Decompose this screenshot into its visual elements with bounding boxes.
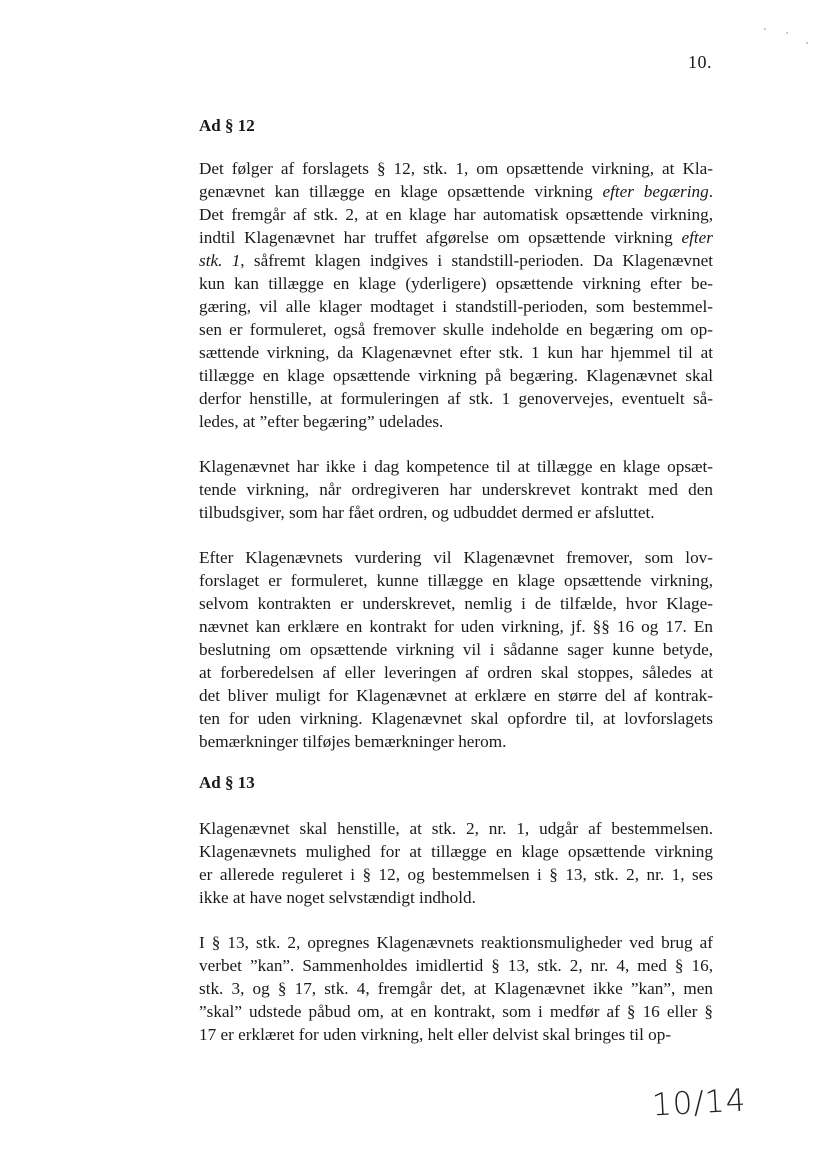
paragraph-ad-12-2: [199, 455, 713, 524]
text-line: ledes, at ”efter begæring” udelades.: [199, 412, 444, 431]
paragraph-ad-13-1: [199, 817, 713, 909]
text-line: I § 13, stk. 2, opregnes Klagenævnets reaktionsmuligheder ved brug af: [199, 933, 713, 952]
text-line: gæring, vil alle klager modtaget i standstill-perioden, som bestemmel-: [199, 297, 713, 316]
text-line: selvom kontrakten er underskrevet, nemlig i de tilfælde, hvor Klage-: [199, 594, 713, 613]
text-line: Det følger af forslagets § 12, stk. 1, om opsættende virkning, at Kla-: [199, 159, 713, 178]
text-line: stk. 3, og § 17, stk. 4, fremgår det, at Klagenævnet ikke ”kan”, men: [199, 979, 713, 998]
text-line: tilbudsgiver, som har fået ordren, og udbuddet dermed er afsluttet.: [199, 503, 655, 522]
text-line: det bliver muligt for Klagenævnet at erklære en større del af kontrak-: [199, 686, 713, 705]
text-line: stk. 1, såfremt klagen indgives i standstill-perioden. Da Klagenævnet: [199, 251, 714, 270]
section-heading-ad-13: Ad § 13: [199, 773, 255, 792]
paragraph-ad-13-2: [199, 931, 713, 1046]
text-line: beslutning om opsættende virkning vil i sådanne sager kunne betyde,: [199, 640, 713, 659]
paragraph-ad-12-1: [199, 157, 713, 433]
text-line: verbet ”kan”. Sammenholdes imidlertid § 13, stk. 2, nr. 4, med § 16,: [199, 956, 713, 975]
text-line: ikke at have noget selvstændigt indhold.: [199, 888, 476, 907]
page-number: 10.: [688, 52, 712, 72]
text-line: Det fremgår af stk. 2, at en klage har automatisk opsættende virkning,: [199, 205, 713, 224]
text-line: derfor henstille, at formuleringen af stk. 1 genovervejes, eventuelt så-: [199, 389, 713, 408]
section-heading-ad-12: Ad § 12: [199, 116, 255, 135]
text-line: tende virkning, når ordregiveren har underskrevet kontrakt med den: [199, 480, 713, 499]
text-line: er allerede reguleret i § 12, og bestemmelsen i § 13, stk. 2, nr. 1, ses: [199, 865, 713, 884]
text-line: Klagenævnet skal henstille, at stk. 2, nr. 1, udgår af bestemmelsen.: [199, 819, 713, 838]
scan-speck: [764, 28, 766, 30]
text-line: forslaget er formuleret, kunne tillægge en klage opsættende virkning,: [199, 571, 713, 590]
text-line: at forberedelsen af eller leveringen af ordren skal stoppes, således at: [199, 663, 713, 682]
text-line: Klagenævnets mulighed for at tillægge en klage opsættende virkning: [199, 842, 713, 861]
text-line: indtil Klagenævnet har truffet afgørelse om opsættende virkning efter: [199, 228, 713, 247]
text-line: kun kan tillægge en klage (yderligere) opsættende virkning efter be-: [199, 274, 713, 293]
text-line: tillægge en klage opsættende virkning på begæring. Klagenævnet skal: [199, 366, 713, 385]
paragraph-ad-12-3: [199, 546, 713, 753]
text-line: sen er formuleret, også fremover skulle indeholde en begæring om op-: [199, 320, 713, 339]
text-line: bemærkninger tilføjes bemærkninger herom.: [199, 732, 507, 751]
text-line: ”skal” udstede påbud om, at en kontrakt, som i medfør af § 16 eller §: [199, 1002, 713, 1021]
text-line: ten for uden virkning. Klagenævnet skal opfordre til, at lovforslagets: [199, 709, 713, 728]
scan-speck: [786, 32, 788, 34]
text-line: sættende virkning, da Klagenævnet efter stk. 1 kun har hjemmel til at: [199, 343, 713, 362]
handwritten-page-marker: 10/14: [651, 1082, 748, 1124]
text-line: genævnet kan tillægge en klage opsættende virkning efter begæring.: [199, 182, 713, 201]
scan-speck: [806, 42, 808, 44]
text-line: 17 er erklæret for uden virkning, helt eller delvist skal bringes til op-: [199, 1025, 672, 1044]
text-line: Klagenævnet har ikke i dag kompetence til at tillægge en klage opsæt-: [199, 457, 713, 476]
text-line: Efter Klagenævnets vurdering vil Klagenævnet fremover, som lov-: [199, 548, 713, 567]
text-line: nævnet kan erklære en kontrakt for uden virkning, jf. §§ 16 og 17. En: [199, 617, 713, 636]
